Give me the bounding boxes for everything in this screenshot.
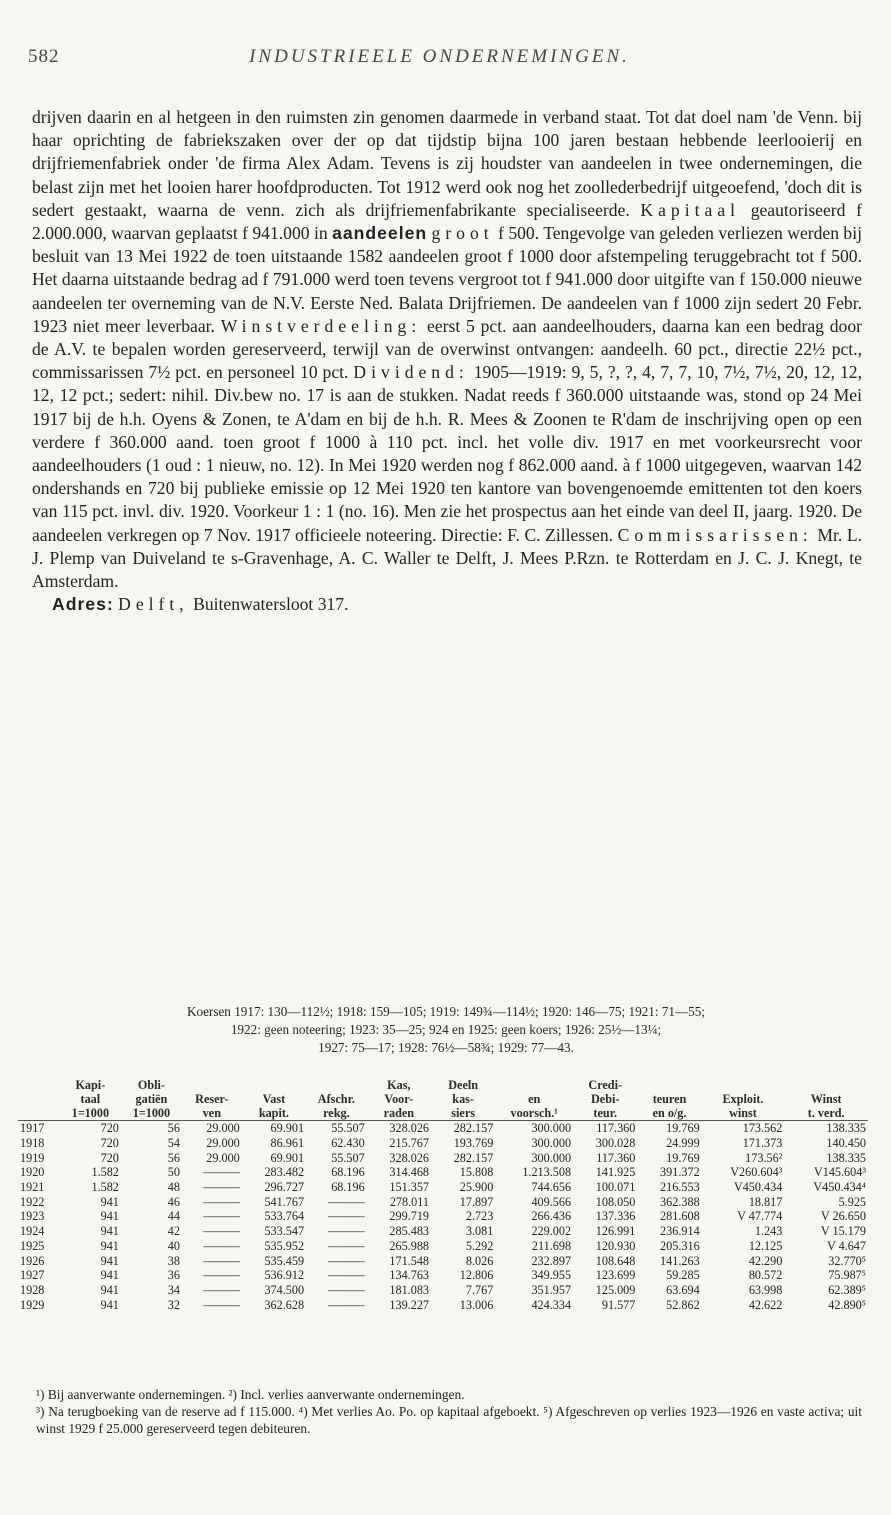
table-row [18,1194,868,1209]
table-header-cell: raden [367,1106,431,1121]
table-header-cell: Exploit. [722,1092,764,1106]
table-cell: 236.914 [660,1224,700,1239]
table-cell: 138.335 [826,1150,866,1165]
table-cell: 173.56² [745,1150,783,1165]
table-cell: 229.002 [531,1224,572,1239]
share-history-text: f 500. Tengevolge van geleden verliezen werden bij besluit van 13 Mei 1922 de toen uitstaande 1582 aandeelen groot f 1000 door afstempeling teruggebracht tot f 500. Het daarna uitstaande bedrag ad f 791.000 werd toen tevens vergroot tot f 941.000 door uitgifte van f 150.000 nieuwe aandeelen ter overneming van de N.V. Eerste Ned. Balata Drijfriemen. De aandeelen van f 1000 zijn sedert 20 Febr. 1923 niet meer leverbaar. [32,223,862,336]
table-cell: 13.006 [459,1297,494,1312]
table-cell: 56 [167,1150,180,1165]
table-cell: 351.957 [531,1282,572,1297]
table-cell: 2.723 [465,1209,494,1224]
table-cell: 296.727 [264,1180,305,1195]
table-cell: V 15.179 [820,1224,866,1239]
table-header-cell: Debi- [590,1092,620,1106]
table-cell: ——— [203,1253,240,1268]
footnotes [36,1386,862,1437]
table-header-cell [182,1078,242,1092]
table-cell: 141.263 [660,1253,700,1268]
table-header-cell: teuren [652,1092,687,1106]
table-row [18,1239,868,1254]
table-cell: 46 [167,1194,180,1209]
table-cell: 40 [167,1238,180,1253]
table-cell: 15.808 [459,1165,494,1180]
kapitaal-label: Kapitaal [640,199,741,220]
table-cell: 5.925 [838,1194,866,1209]
financial-table [18,1078,868,1312]
table-row [18,1136,868,1151]
table-cell: 300.028 [595,1136,636,1151]
table-cell: 941 [100,1268,119,1283]
table-cell: 68.196 [331,1180,365,1195]
table-cell: 216.553 [660,1180,700,1195]
table-cell: ——— [203,1194,240,1209]
table-cell: 32.770⁵ [828,1253,866,1268]
year-cell: 1927 [20,1268,45,1283]
table-header-cell: ven [182,1106,242,1121]
table-cell: 1.582 [91,1165,119,1180]
table-cell: 314.468 [389,1165,429,1180]
table-cell: 282.157 [453,1150,494,1165]
table-cell: 63.998 [748,1282,783,1297]
table-cell: 100.071 [595,1180,636,1195]
page-header [28,46,851,76]
table-cell: 138.335 [826,1121,866,1136]
table-header-cell: siers [431,1106,495,1121]
table-cell: 533.547 [264,1224,305,1239]
table-header-cell: 1=1000 [60,1106,121,1121]
table-cell: V 47.774 [737,1209,783,1224]
table-cell: 535.952 [264,1238,305,1253]
table-cell: 80.572 [748,1268,783,1283]
koersen-line: 1922: geen noteering; 1923: 35—25; 924 en 1925: geen koers; 1926: 25½—13¼; [230,1022,662,1037]
table-cell: 193.769 [453,1136,494,1151]
table-row [18,1268,868,1283]
table-cell: V450.434 [733,1180,783,1195]
table-cell: 1.582 [91,1180,119,1195]
table-header-cell: Obli- [137,1078,165,1092]
table-cell: 69.901 [270,1121,305,1136]
commissarissen-text: Mr. L. J. Plemp van Duiveland te s-Gravenhage, A. C. Waller te Delft, J. Mees P.Rzn. te Rotterdam en J. C. J. Knegt, te Amsterdam. [32,524,862,592]
adres-street: Buitenwatersloot 317. [193,594,349,615]
table-header-cell: Credi- [588,1078,623,1092]
body-text [32,106,862,616]
table-header [18,1078,868,1121]
table-cell: 720 [100,1136,119,1151]
table-cell: 215.767 [389,1136,429,1151]
table-cell: 349.955 [531,1268,572,1283]
year-cell: 1918 [20,1136,45,1151]
table-cell: ——— [203,1224,240,1239]
table-cell: 424.334 [531,1297,572,1312]
table-cell: 1.213.508 [522,1165,572,1180]
table-header-cell: 1=1000 [121,1106,182,1121]
table-cell: 362.388 [660,1194,700,1209]
table-cell: 211.698 [531,1238,572,1253]
table-cell: 120.930 [595,1238,636,1253]
table-cell: 1.243 [754,1224,783,1239]
table-cell: 32 [167,1297,180,1312]
table-cell: 19.769 [666,1150,700,1165]
table-cell: 42.622 [748,1297,783,1312]
year-cell: 1919 [20,1150,45,1165]
table-cell: 17.897 [459,1194,494,1209]
table-header-cell: Voor- [384,1092,414,1106]
table-cell: 266.436 [531,1209,572,1224]
table-header-cell [637,1078,701,1092]
table-cell: 117.360 [596,1121,636,1136]
table-header-row [18,1106,868,1121]
table-cell: 328.026 [389,1121,429,1136]
table-cell: 171.373 [742,1136,783,1151]
table-cell: 34 [167,1282,180,1297]
table-cell: 941 [100,1253,119,1268]
table-header-cell: voorsch.¹ [495,1106,573,1121]
table-cell: 278.011 [389,1194,429,1209]
table-header-cell [495,1078,573,1092]
table-cell: 54 [167,1136,180,1151]
year-cell: 1925 [20,1238,45,1253]
table-cell: 75.987⁵ [828,1268,866,1283]
table-row [18,1180,868,1195]
table-cell: 299.719 [389,1209,429,1224]
table-cell: 300.000 [531,1150,572,1165]
table-header-cell: en o/g. [637,1106,701,1121]
table-cell: 55.507 [331,1150,365,1165]
table-cell: 3.081 [465,1224,494,1239]
table-cell: V145.604³ [813,1165,866,1180]
table-cell: 941 [100,1282,119,1297]
table-cell: 42.890⁵ [828,1297,866,1312]
table-cell: 151.357 [389,1180,429,1195]
table-cell: 68.196 [331,1165,365,1180]
table-header-cell: Deeln [448,1078,479,1092]
table-row [18,1224,868,1239]
table-body [18,1121,868,1312]
table-cell: 141.925 [595,1165,636,1180]
table-row [18,1121,868,1136]
table-cell: 181.083 [389,1282,429,1297]
table-cell: 12.125 [748,1238,783,1253]
year-cell: 1926 [20,1253,45,1268]
winstverdeeling-label: Winstverdeeling: [220,315,422,336]
table-cell: 8.026 [465,1253,494,1268]
table-cell: 134.763 [389,1268,429,1283]
table-header-cell: kas- [452,1092,474,1106]
table-row [18,1297,868,1312]
table-header-cell: teur. [573,1106,637,1121]
table-cell: 140.450 [826,1136,866,1151]
footnote-line: ³) Na terugboeking van de reserve ad f 115.000. ⁴) Met verlies Ao. Po. op kapitaal afgeboekt. ⁵) Afgeschreven op verlies 1923—1926 en vaste activa; uit winst 1929 f 25.000 gereserveerd tegen debiteuren. [36,1404,862,1436]
koersen-line: 1927: 75—17; 1928: 76½—58¾; 1929: 77—43. [318,1040,574,1055]
table-cell: ——— [328,1253,365,1268]
table-cell: 232.897 [531,1253,572,1268]
table-cell: 282.157 [453,1121,494,1136]
adres-label: Adres: [52,594,114,615]
table-header-cell: Kapi- [75,1078,106,1092]
body-paragraph [32,106,862,593]
table-cell: 171.548 [389,1253,429,1268]
table-cell: 173.562 [742,1121,783,1136]
winstverdeeling-text: eerst 5 pct. aan aandeelhouders, daarna kan een bedrag door de A.V. te bepalen worden gereserveerd, terwijl van de overwinst ontvangen: aandeelh. 60 pct., directie 22½ pct., commissarissen 7½ pct. en personeel 10 pct. [32,315,863,383]
table-cell: 56 [167,1121,180,1136]
table-cell: 300.000 [531,1121,572,1136]
table-cell: ——— [203,1297,240,1312]
table-cell: 720 [100,1150,119,1165]
table-cell: 36 [167,1268,180,1283]
table-header-cell: kapit. [242,1106,306,1121]
table-row [18,1209,868,1224]
table-cell: V 4.647 [826,1238,866,1253]
table-header-cell [18,1078,60,1092]
year-cell: 1920 [20,1165,45,1180]
table-header-cell [306,1078,367,1092]
table-cell: 205.316 [660,1238,700,1253]
footnote-line: ¹) Bij aanverwante ondernemingen. ²) Incl. verlies aanverwante ondernemingen. [36,1387,465,1402]
table-cell: 42.290 [748,1253,783,1268]
intro-text: drijven daarin en al hetgeen in den ruimsten zin genomen daarmede in verband staat. Tot dat doel nam 'de Venn. bij haar oprichting de fabriekszaken over der op dat tijdstip bijna 100 jaren bestaan hebbende leerlooierij en drijfriemenfabriek onder 'de firma Alex Adam. Tevens is zij houdster van aandeelen in twee ondernemingen, die belast zijn met het looien harer hoofdproducten. Tot 1912 werd ook nog het zoollederbedrijf uitgeoefend, 'doch dit is sedert gestaakt, waarna de venn. zich als drijfriemenfabrikante specialiseerde. [32,107,862,220]
table-row [18,1165,868,1180]
table-cell: 536.912 [264,1268,305,1283]
table-cell: 24.999 [666,1136,700,1151]
dividend-text: 1905—1919: 9, 5, ?, ?, 4, 7, 7, 10, 7½, 7½, 20, 12, 12, 12, 12 pct.; sedert: nihil. Div.bew no. 17 is aan de stukken. Nadat reeds f 360.000 uitstaande was, stond op 24 Mei 1917 bij de h.h. Oyens & Zonen, te A'dam en bij de h.h. R. Mees & Zoonen te R'dam de inschrijving open op een verdere f 360.000 aand. toen groot f 1000 à 110 pct. incl. het volle div. 1917 en met voorkeursrecht voor aandeelhouders (1 oud : 1 nieuw, no. 12). In Mei 1920 werden nog f 862.000 aand. à f 1000 uitgegeven, waarvan 142 ondershands en 720 bij publieke emissie op 12 Mei 1920 ten kantore van bovengenoemde emittenten tot den koers van 115 pct. invl. div. 1920. Voorkeur 1 : 1 (no. 16). Men zie het prospectus aan het einde van deel II, jaarg. 1920. De aandeelen verkregen op 7 Nov. 1917 officieele noteering. Directie: F. C. Zillessen. [32,362,862,545]
year-cell: 1928 [20,1282,45,1297]
table-cell: 5.292 [465,1238,494,1253]
table-cell: 409.566 [531,1194,572,1209]
table-cell: 59.285 [666,1268,700,1283]
table-cell: 12.806 [459,1268,494,1283]
table-cell: 42 [167,1224,180,1239]
table-cell: 541.767 [264,1194,305,1209]
table-cell: ——— [328,1238,365,1253]
table-cell: 108.050 [595,1194,636,1209]
address-line [32,593,862,616]
table-cell: 281.608 [660,1209,700,1224]
table-cell: 69.901 [270,1150,305,1165]
table-header-cell: t. verd. [784,1106,868,1121]
table-header-cell: Reser- [195,1092,229,1106]
page-number: 582 [28,46,60,67]
table-cell: 941 [100,1194,119,1209]
table-cell: 265.988 [389,1238,429,1253]
table-cell: 117.360 [596,1150,636,1165]
table-header-cell: en [528,1092,541,1106]
table-cell: 48 [167,1180,180,1195]
table-cell: ——— [203,1268,240,1283]
table-cell: 29.000 [206,1121,240,1136]
table-cell: 7.767 [465,1282,494,1297]
table-cell: 123.699 [595,1268,636,1283]
table-cell: V 26.650 [820,1209,866,1224]
aandeelen-label: aandeelen [332,223,428,244]
year-cell: 1922 [20,1194,45,1209]
table-cell: 137.336 [595,1209,636,1224]
table-cell: 362.628 [264,1297,305,1312]
year-cell: 1921 [20,1180,45,1195]
table-cell: 285.483 [389,1224,429,1239]
koersen-line: Koersen 1917: 130—112½; 1918: 159—105; 1919: 149¾—114½; 1920: 146—75; 1921: 71—55; [186,1004,706,1019]
table-cell: 108.648 [595,1253,636,1268]
koersen-block [36,1003,856,1057]
table-header-cell: rekg. [306,1106,367,1121]
table-cell: 29.000 [206,1136,240,1151]
table-cell: V260.604³ [730,1165,783,1180]
table-cell: 63.694 [666,1282,700,1297]
year-cell: 1917 [20,1121,45,1136]
table-cell: 283.482 [264,1165,305,1180]
table-cell: 139.227 [389,1297,429,1312]
table-cell: 29.000 [206,1150,240,1165]
year-cell: 1924 [20,1224,45,1239]
table-cell: 328.026 [389,1150,429,1165]
table-cell: 941 [100,1209,119,1224]
table-row [18,1283,868,1298]
table-cell: ——— [203,1165,240,1180]
table-cell: 52.862 [666,1297,700,1312]
table-cell: 126.991 [595,1224,636,1239]
table-header-cell [242,1078,306,1092]
table-cell: 535.459 [264,1253,305,1268]
year-cell: 1923 [20,1209,45,1224]
table-cell: 391.372 [660,1165,700,1180]
table-header-row [18,1092,868,1106]
table-cell: 374.500 [264,1282,305,1297]
table-header-cell [18,1106,60,1121]
table-cell: 19.769 [666,1121,700,1136]
table-cell: 38 [167,1253,180,1268]
table-cell: 300.000 [531,1136,572,1151]
table-cell: 744.656 [531,1180,572,1195]
table-cell: ——— [328,1209,365,1224]
table-cell: V450.434⁴ [813,1180,866,1195]
table-header-cell: taal [80,1092,101,1106]
commissarissen-label: Commissarissen: [617,524,813,545]
table-header-cell: gatiën [135,1092,168,1106]
table-header-cell [18,1092,60,1106]
table-cell: 55.507 [331,1121,365,1136]
table-header-cell: Winst [810,1092,842,1106]
running-title: INDUSTRIEELE ONDERNEMINGEN. [249,46,630,67]
table-header-cell: Kas, [387,1078,411,1092]
adres-city: Delft, [118,594,189,615]
table-row [18,1150,868,1165]
table-row [18,1253,868,1268]
table-cell: 941 [100,1238,119,1253]
table-cell: ——— [328,1297,365,1312]
table-cell: ——— [328,1224,365,1239]
table-cell: 941 [100,1297,119,1312]
table-header-cell: Vast [262,1092,286,1106]
table-cell: ——— [203,1180,240,1195]
dividend-label: Dividend: [353,362,469,383]
table-cell: ——— [203,1238,240,1253]
table-cell: ——— [328,1268,365,1283]
table-cell: 125.009 [595,1282,636,1297]
table-cell: ——— [203,1282,240,1297]
table-cell: 18.817 [748,1194,783,1209]
table-header-cell [702,1078,785,1092]
groot-label: groot [431,223,494,244]
table-cell: 25.900 [459,1180,494,1195]
year-cell: 1929 [20,1297,45,1312]
table-cell: 720 [100,1121,119,1136]
table-header-cell: Afschr. [317,1092,355,1106]
table-cell: 86.961 [270,1136,305,1151]
table-header-row [18,1078,868,1092]
table-cell: 91.577 [601,1297,636,1312]
table-cell: ——— [203,1209,240,1224]
table-cell: 50 [167,1165,180,1180]
table-cell: 62.389⁵ [828,1282,866,1297]
table-cell: 941 [100,1224,119,1239]
kapitaal-text: geautoriseerd f 2.000.000, waarvan geplaatst f 941.000 in [32,199,862,244]
table-cell: ——— [328,1282,365,1297]
table-cell: 44 [167,1209,180,1224]
table-cell: 62.430 [331,1136,365,1151]
table-header-cell: winst [702,1106,785,1121]
table-cell: ——— [328,1194,365,1209]
table-cell: 533.764 [264,1209,305,1224]
